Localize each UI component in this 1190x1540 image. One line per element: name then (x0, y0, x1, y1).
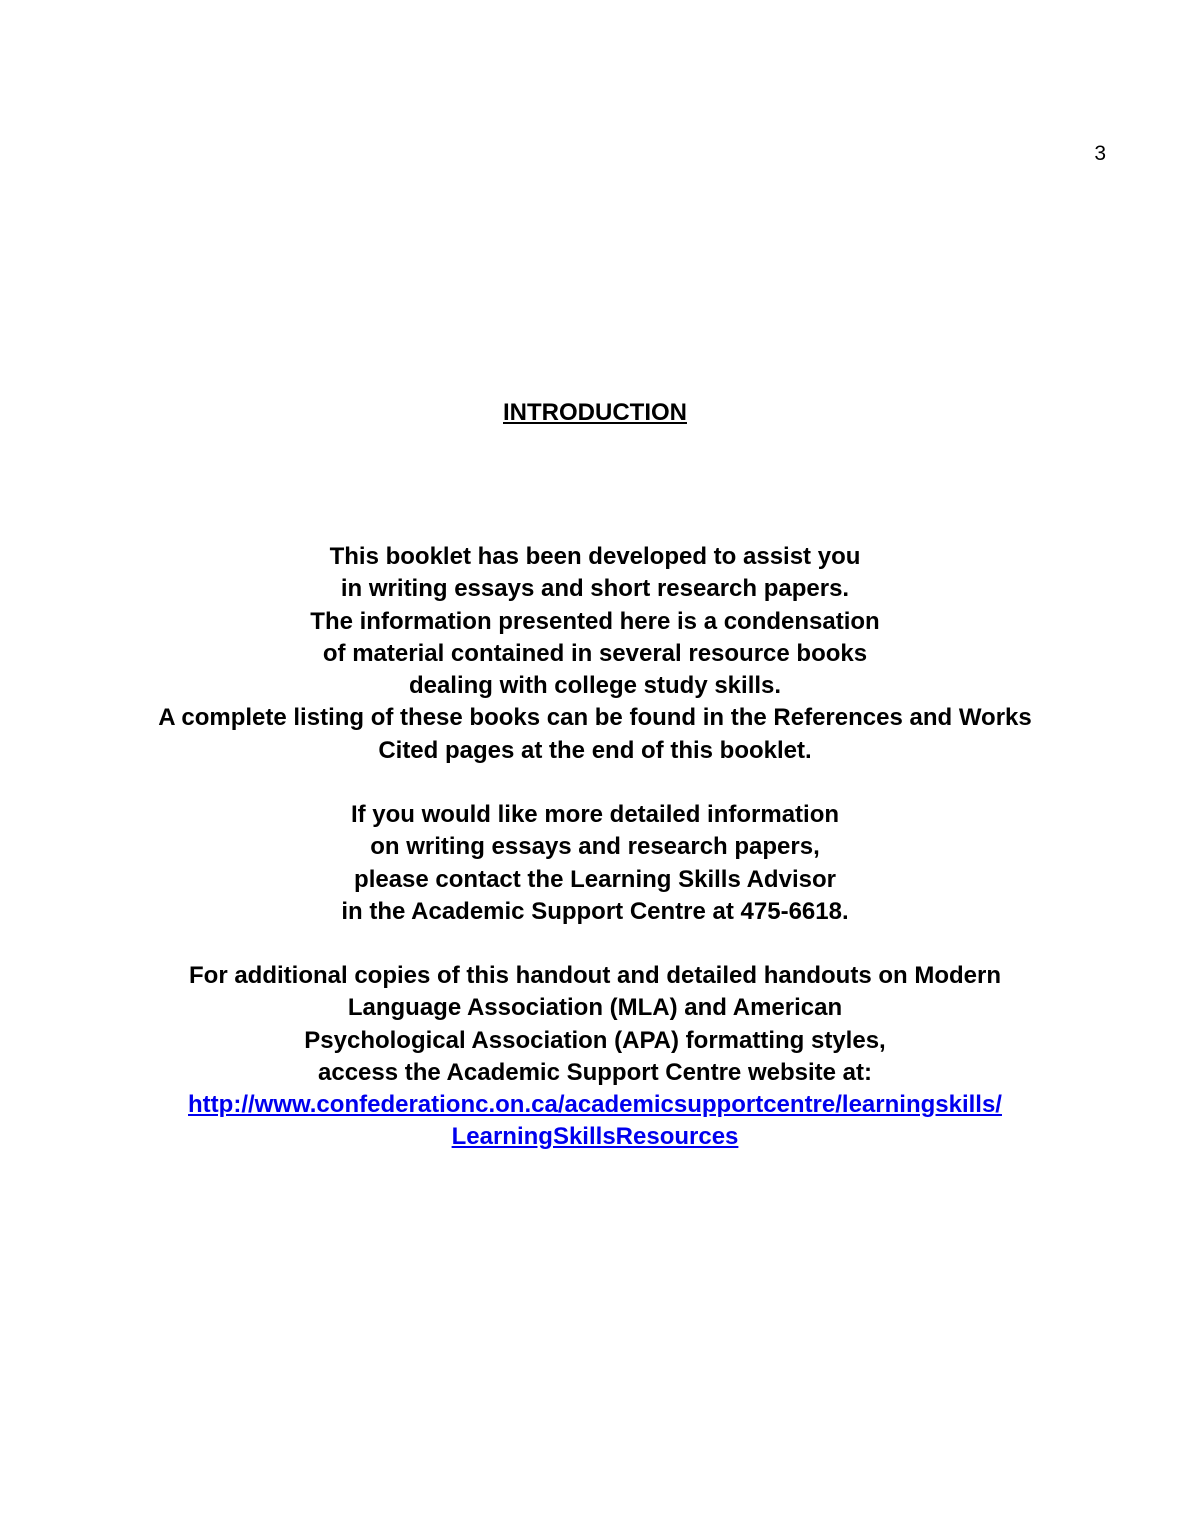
paragraph-line: on writing essays and research papers, (370, 833, 820, 861)
website-link-continued[interactable] (0, 1121, 1190, 1153)
paragraph-line: The information presented here is a condensation (310, 607, 880, 635)
paragraph-line: please contact the Learning Skills Advisor (354, 865, 836, 893)
paragraph-line: A complete listing of these books can be found in the References and Works (158, 704, 1032, 732)
paragraph-line: Psychological Association (APA) formatting styles, (304, 1026, 886, 1054)
website-link-line-1[interactable]: http://www.confederationc.on.ca/academicsupportcentre/learningskills/ (188, 1091, 1002, 1119)
paragraph-line: Language Association (MLA) and American (347, 994, 843, 1022)
website-link[interactable] (0, 1089, 1190, 1121)
page-title: INTRODUCTION (503, 399, 687, 426)
resources-paragraph (0, 960, 1190, 1154)
paragraph-line: This booklet has been developed to assist you (329, 543, 861, 570)
paragraph-line: Cited pages at the end of this booklet. (378, 736, 812, 764)
paragraph-line: For additional copies of this handout and detailed handouts on Modern (189, 962, 1001, 989)
paragraph-line: in writing essays and short research papers. (340, 575, 850, 603)
contact-paragraph (0, 799, 1190, 928)
paragraph-line: of material contained in several resource books (322, 639, 868, 667)
intro-paragraph (0, 541, 1190, 767)
paragraph-line: in the Academic Support Centre at 475-6618. (341, 897, 849, 925)
paragraph-line: access the Academic Support Centre website at: (318, 1058, 872, 1086)
page-number: 3 (1094, 142, 1106, 165)
paragraph-line: dealing with college study skills. (408, 672, 782, 700)
paragraph-line: If you would like more detailed information (350, 801, 840, 828)
website-link-line-2[interactable]: LearningSkillsResources (451, 1123, 739, 1151)
